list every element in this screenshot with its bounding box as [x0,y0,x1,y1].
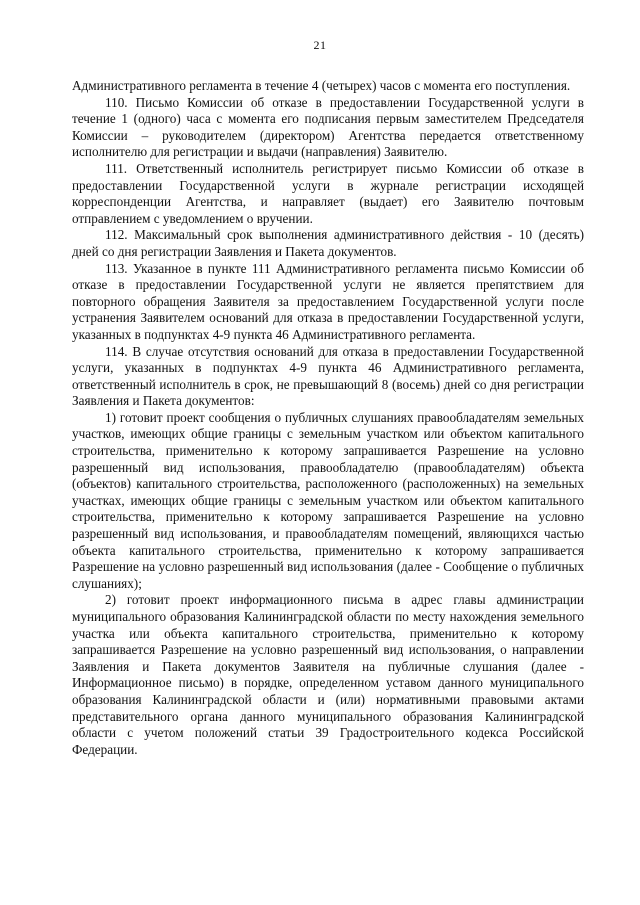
paragraph-continuation: Административного регламента в течение 4 (четырех) часов с момента его поступления. [72,78,571,93]
paragraph-114: 114. В случае отсутствия оснований для отказа в предоставлении Государственной услуги, указанных в подпунктах 4-9 пункта 46 Административного регламента, ответственный исполнитель в срок, не превышающий 8 (восемь) дней со дня регистрации Заявления и Пакета документов: [72,343,584,409]
document-body [72,78,584,758]
paragraph-114-item-1: 1) готовит проект сообщения о публичных слушаниях правообладателям земельных участков, имеющих общие границы с земельным участком или объектом капитального строительства, применительно к которому запрашивается Разрешение на условно разрешенный вид использования, правообладателю (правообладателям) объекта (объектов) капитального строительства, расположенного (расположенных) на земельных участках, имеющих общие границы с земельным участком или объектом капитального строительства, применительно к которому запрашивается Разрешение на условно разрешенный вид использования, и правообладателям помещений, являющихся частью объекта капитального строительства, применительно к которому запрашивается Разрешение на условно разрешенный вид использования (далее - Сообщение о публичных слушаниях); [72,409,584,591]
paragraph-112: 112. Максимальный срок выполнения административного действия - 10 (десять) дней со дня регистрации Заявления и Пакета документов. [72,227,584,259]
paragraph-111: 111. Ответственный исполнитель регистрирует письмо Комиссии об отказе в предоставлении Государственной услуги в журнале регистрации исходящей корреспонденции Агентства, и направляет (выдает) его Заявителю почтовым отправлением с уведомлением о вручении. [72,160,584,226]
paragraph-110: 110. Письмо Комиссии об отказе в предоставлении Государственной услуги в течение 1 (одного) часа с момента его подписания первым заместителем Председателя Комиссии – руководителем (директором) Агентства передается ответственному исполнителю для регистрации и выдачи (направления) Заявителю. [72,94,584,160]
paragraph-113: 113. Указанное в пункте 111 Административного регламента письмо Комиссии об отказе в предоставлении Государственной услуги не является препятствием для повторного обращения Заявителя за предоставлением Государственной услуги после устранения Заявителем оснований для отказа в предоставлении Государственной услуги, указанных в подпунктах 4-9 пункта 46 Административного регламента. [72,260,584,342]
page-number: 21 [313,38,327,52]
paragraph-114-item-2: 2) готовит проект информационного письма в адрес главы администрации муниципального образования Калининградской области по месту нахождения земельного участка или объекта капитального строительства, применительно к которому запрашивается Разрешение на условно разрешенный вид использования, о направлении Заявления и Пакета документов Заявителя на публичные слушания (далее - Информационное письмо) в порядке, определенном уставом данного муниципального образования Калининградской области и (или) нормативными правовыми актами представительного органа данного муниципального образования Калининградской области с учетом положений статьи 39 Градостроительного кодекса Российской Федерации. [72,592,584,757]
